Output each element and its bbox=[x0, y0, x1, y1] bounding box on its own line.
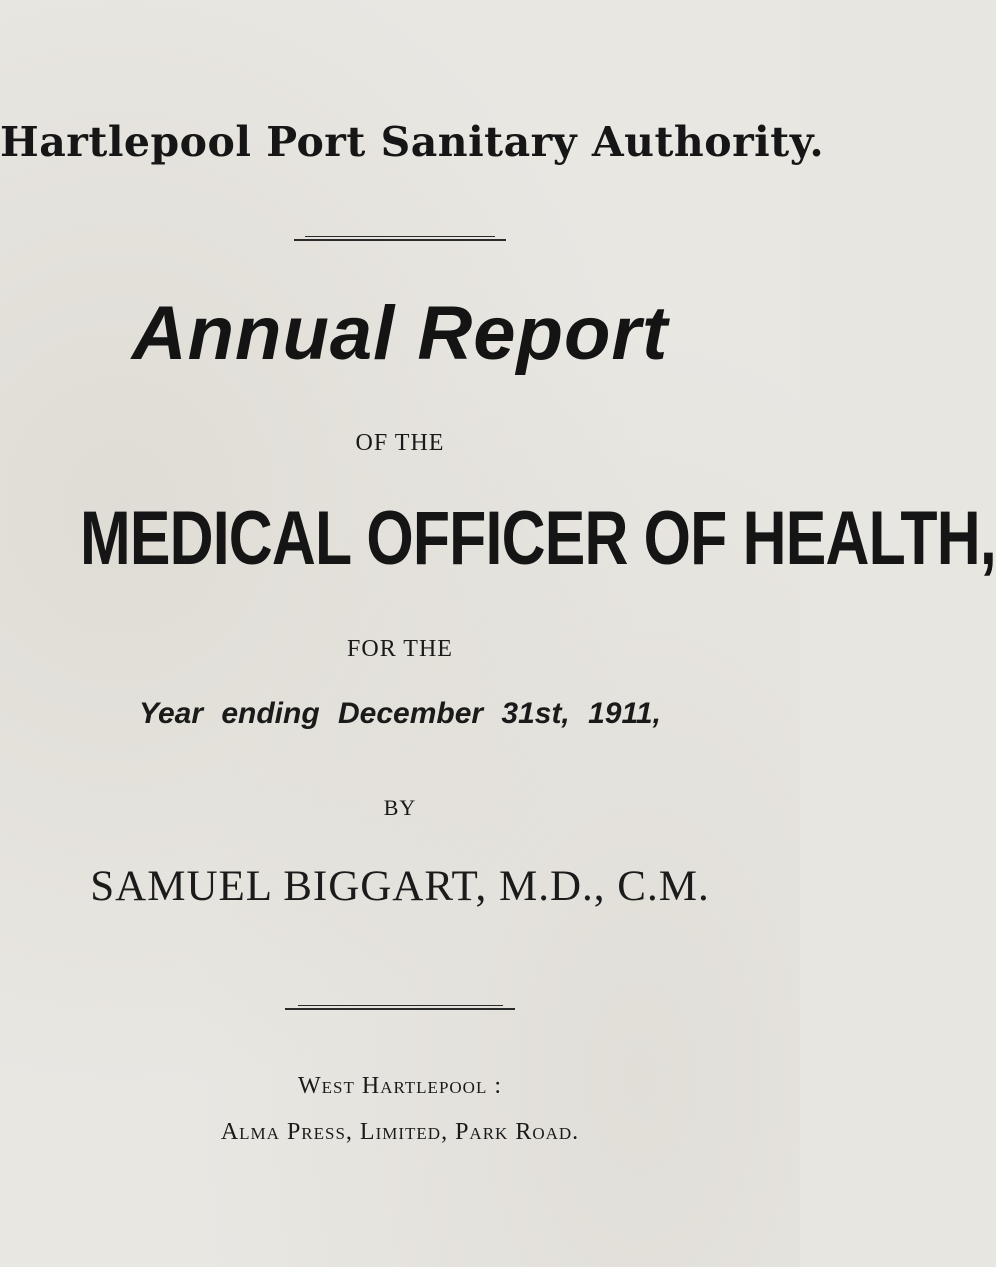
of-the-text: OF THE bbox=[355, 430, 445, 456]
imprint-place: West Hartlepool : bbox=[297, 1073, 502, 1099]
imprint-publisher: Alma Press, Limited, Park Road. bbox=[220, 1119, 580, 1145]
bottom-divider-thick-line bbox=[285, 1008, 515, 1010]
author-name: SAMUEL BIGGART, M.D., C.M. bbox=[90, 863, 710, 910]
top-divider-thick-line bbox=[294, 239, 506, 241]
top-divider-thin-line bbox=[305, 236, 495, 237]
for-the-text: FOR THE bbox=[347, 636, 453, 662]
bottom-divider bbox=[285, 1005, 515, 1010]
report-title: Annual Report bbox=[131, 291, 669, 376]
bottom-divider-thin-line bbox=[298, 1005, 503, 1006]
officer-title: MEDICAL OFFICER OF HEALTH, bbox=[80, 496, 996, 581]
by-text: BY bbox=[383, 795, 417, 820]
report-period: Year ending December 31st, 1911, bbox=[139, 697, 661, 730]
authority-heading: Hartlepool Port Sanitary Authority. bbox=[0, 118, 825, 166]
top-divider bbox=[294, 236, 506, 241]
